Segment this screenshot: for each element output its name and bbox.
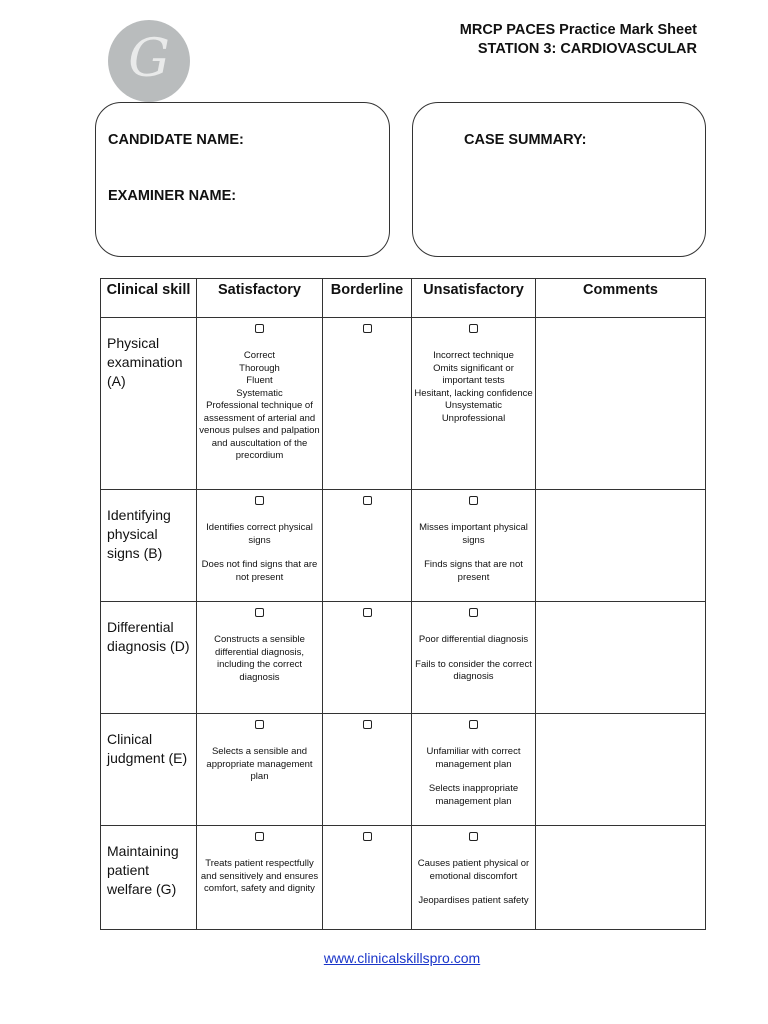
borderline-checkbox[interactable] (363, 720, 372, 729)
logo-letter: G (128, 29, 170, 89)
unsatisfactory-criterion: Fails to consider the correct diagnosis (415, 658, 532, 682)
table-row (101, 490, 706, 602)
unsatisfactory-checkbox[interactable] (469, 496, 478, 505)
unsatisfactory-description (412, 522, 535, 584)
borderline-cell (323, 714, 412, 826)
clinical-skill-name: Maintaining patient welfare (G) (101, 826, 197, 930)
header-clinical-skill: Clinical skill (101, 279, 197, 318)
satisfactory-description (197, 634, 322, 684)
borderline-cell (323, 826, 412, 930)
comments-cell[interactable] (536, 490, 706, 602)
satisfactory-criterion: Identifies correct physical signs (206, 522, 313, 546)
unsatisfactory-criterion: Incorrect technique Omits significant or important tests Hesitant, lacking confidence Unsystematic Unprofessional (414, 350, 533, 424)
station-title: STATION 3: CARDIOVASCULAR (477, 41, 697, 57)
header-satisfactory: Satisfactory (197, 279, 323, 318)
unsatisfactory-checkbox[interactable] (469, 720, 478, 729)
unsatisfactory-cell (412, 602, 536, 714)
document-title: MRCP PACES Practice Mark Sheet (459, 22, 697, 38)
satisfactory-cell (197, 318, 323, 490)
satisfactory-criterion: Treats patient respectfully and sensitively and ensures comfort, safety and dignity (200, 858, 319, 894)
borderline-checkbox[interactable] (363, 324, 372, 333)
table-row (101, 826, 706, 930)
clinical-skill-name: Differential diagnosis (D) (101, 602, 197, 714)
satisfactory-checkbox[interactable] (255, 608, 264, 617)
unsatisfactory-criterion: Jeopardises patient safety (418, 895, 529, 906)
header (460, 21, 697, 59)
satisfactory-cell (197, 714, 323, 826)
satisfactory-checkbox[interactable] (255, 496, 264, 505)
comments-cell[interactable] (536, 826, 706, 930)
table-row (101, 318, 706, 490)
unsatisfactory-description (412, 858, 535, 908)
satisfactory-description (197, 746, 322, 784)
unsatisfactory-criterion: Misses important physical signs (419, 522, 528, 546)
satisfactory-description (197, 522, 322, 584)
table-header-row (101, 279, 706, 318)
satisfactory-criterion: Does not find signs that are not present (201, 559, 318, 583)
examiner-name-label: EXAMINER NAME: (108, 188, 237, 204)
comments-cell[interactable] (536, 602, 706, 714)
borderline-cell (323, 490, 412, 602)
unsatisfactory-checkbox[interactable] (469, 324, 478, 333)
satisfactory-cell (197, 826, 323, 930)
unsatisfactory-criterion: Unfamiliar with correct management plan (426, 746, 521, 770)
header-comments: Comments (536, 279, 706, 318)
unsatisfactory-criterion: Selects inappropriate management plan (428, 783, 519, 807)
satisfactory-description (197, 350, 322, 463)
candidate-info-box (95, 102, 390, 257)
case-summary-box (412, 102, 706, 257)
satisfactory-description (197, 858, 322, 896)
mark-sheet-table (100, 278, 706, 930)
unsatisfactory-criterion: Causes patient physical or emotional discomfort (417, 858, 530, 882)
unsatisfactory-cell (412, 490, 536, 602)
borderline-cell (323, 602, 412, 714)
logo (108, 20, 190, 102)
unsatisfactory-cell (412, 318, 536, 490)
unsatisfactory-criterion: Poor differential diagnosis (418, 634, 529, 645)
borderline-checkbox[interactable] (363, 496, 372, 505)
unsatisfactory-description (412, 746, 535, 808)
unsatisfactory-description (412, 634, 535, 684)
satisfactory-cell (197, 602, 323, 714)
clinical-skill-name: Clinical judgment (E) (101, 714, 197, 826)
table-row (101, 714, 706, 826)
satisfactory-criterion: Selects a sensible and appropriate management plan (206, 746, 313, 782)
satisfactory-checkbox[interactable] (255, 832, 264, 841)
satisfactory-criterion: Constructs a sensible differential diagnosis, including the correct diagnosis (214, 634, 305, 683)
website-link[interactable]: www.clinicalskillspro.com (323, 950, 481, 966)
table-row (101, 602, 706, 714)
unsatisfactory-description (412, 350, 535, 425)
unsatisfactory-checkbox[interactable] (469, 832, 478, 841)
satisfactory-criterion: Correct Thorough Fluent Systematic Professional technique of assessment of arterial and venous pulses and palpation and auscultation of the precordium (199, 350, 320, 461)
borderline-checkbox[interactable] (363, 608, 372, 617)
comments-cell[interactable] (536, 714, 706, 826)
case-summary-label: CASE SUMMARY: (464, 132, 587, 148)
unsatisfactory-cell (412, 826, 536, 930)
satisfactory-checkbox[interactable] (255, 720, 264, 729)
borderline-cell (323, 318, 412, 490)
unsatisfactory-cell (412, 714, 536, 826)
unsatisfactory-criterion: Finds signs that are not present (424, 559, 523, 583)
satisfactory-cell (197, 490, 323, 602)
header-borderline: Borderline (323, 279, 412, 318)
clinical-skill-name: Identifying physical signs (B) (101, 490, 197, 602)
header-unsatisfactory: Unsatisfactory (412, 279, 536, 318)
comments-cell[interactable] (536, 318, 706, 490)
clinical-skill-name: Physical examination (A) (101, 318, 197, 490)
unsatisfactory-checkbox[interactable] (469, 608, 478, 617)
satisfactory-checkbox[interactable] (255, 324, 264, 333)
candidate-name-label: CANDIDATE NAME: (108, 132, 244, 148)
borderline-checkbox[interactable] (363, 832, 372, 841)
